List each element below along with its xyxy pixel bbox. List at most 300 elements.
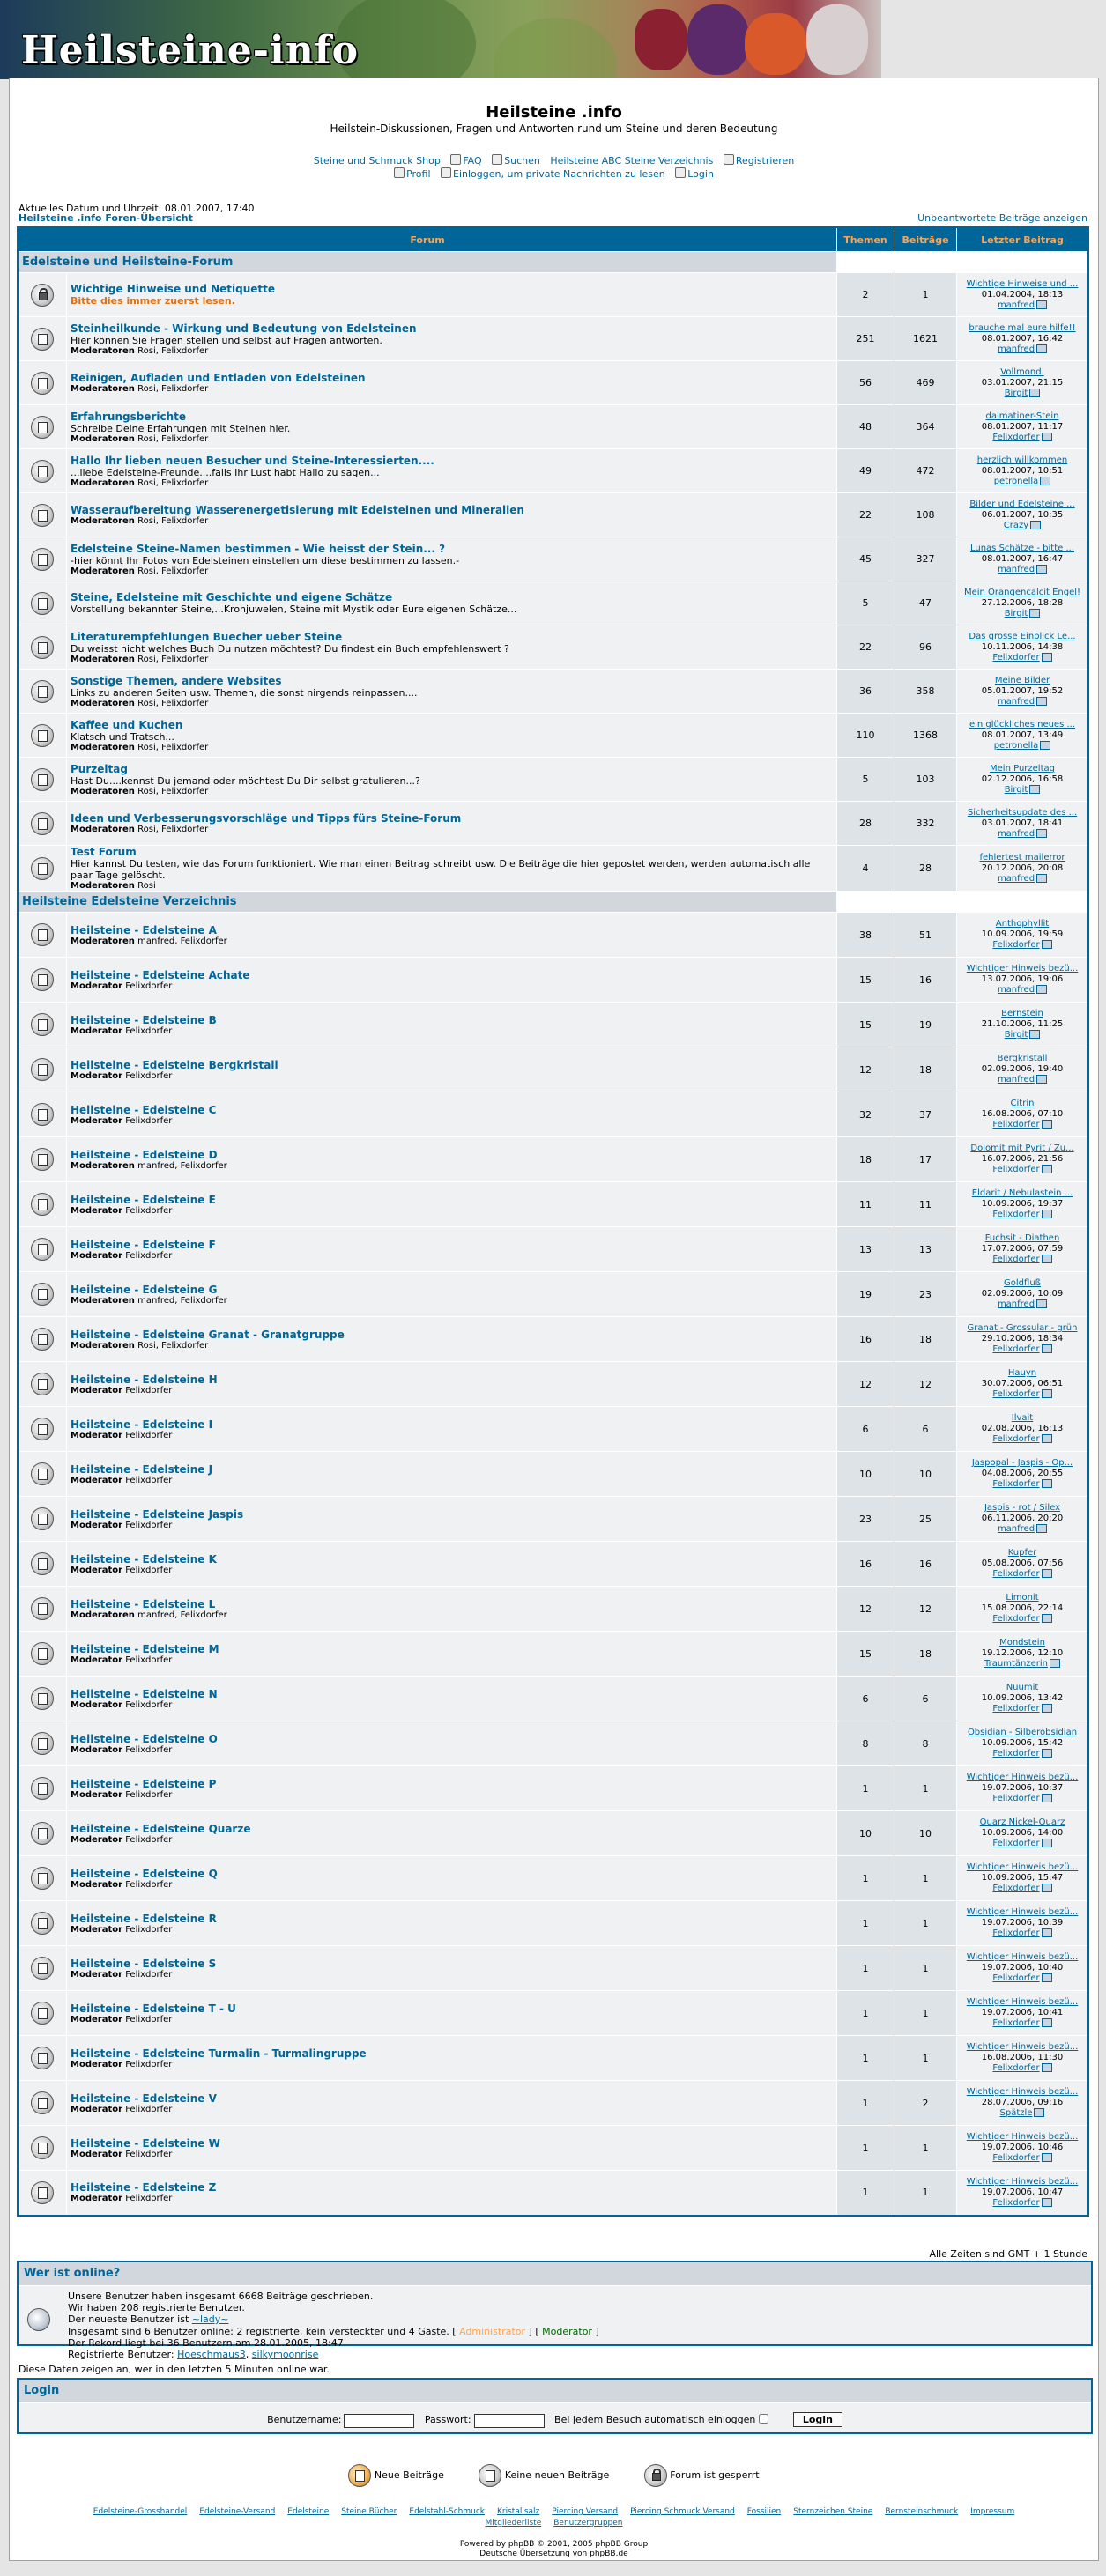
category-filler — [837, 252, 1089, 273]
last-post-title-link[interactable]: Mein Purzeltag — [990, 763, 1055, 774]
last-post-user-link[interactable]: Felixdorfer — [992, 1973, 1040, 1983]
last-post-author — [961, 985, 1084, 996]
last-post-title-link[interactable]: Anthophyllit — [995, 919, 1050, 929]
forum-name-link[interactable]: Heilsteine - Edelsteine G — [71, 1283, 218, 1296]
last-post-title-link[interactable]: Wichtiger Hinweis bezü... — [966, 1907, 1079, 1917]
topic-count: 15 — [837, 1003, 894, 1047]
goto-last-post-icon[interactable] — [1042, 1389, 1052, 1398]
last-post-date: 08.01.2007, 16:47 — [981, 553, 1064, 564]
last-post-user-link[interactable]: Birgit — [1004, 1030, 1028, 1040]
last-post-title-link[interactable]: ein glückliches neues ... — [969, 719, 1076, 729]
last-post-user-link[interactable]: Felixdorfer — [992, 1210, 1040, 1219]
goto-last-post-icon[interactable] — [1040, 477, 1050, 485]
forum-row — [18, 625, 1088, 670]
site-title[interactable]: Heilsteine .info — [486, 103, 622, 122]
moderator-names[interactable]: Rosi, Felixdorfer — [137, 433, 209, 444]
forum-name-link[interactable]: Heilsteine - Edelsteine Quarze — [71, 1822, 251, 1835]
last-post-user-link[interactable]: Felixdorfer — [992, 2197, 1040, 2208]
last-post-user-link[interactable]: Felixdorfer — [992, 1389, 1040, 1399]
moderator-names[interactable]: Felixdorfer — [125, 1430, 173, 1440]
moderator-names[interactable]: Felixdorfer — [125, 1789, 173, 1800]
last-post-title-link[interactable]: Wichtiger Hinweis bezü... — [966, 2042, 1079, 2052]
moderator-names[interactable]: manfred, Felixdorfer — [137, 1295, 227, 1306]
goto-last-post-icon[interactable] — [1036, 1075, 1047, 1084]
moderator-names[interactable]: Felixdorfer — [125, 1699, 173, 1710]
forum-name-link[interactable]: Heilsteine - Edelsteine S — [71, 1957, 217, 1970]
goto-last-post-icon[interactable] — [1042, 1928, 1052, 1937]
forum-name-link[interactable]: Wasseraufbereitung Wasserenergetisierung mit Edelsteinen und Mineralien — [71, 504, 524, 516]
topic-count: 6 — [837, 1407, 894, 1452]
last-post-date: 10.09.2006, 15:42 — [981, 1738, 1064, 1748]
footer-link[interactable]: Bernsteinschmuck — [885, 2507, 959, 2516]
goto-last-post-icon[interactable] — [1042, 2198, 1052, 2207]
goto-last-post-icon[interactable] — [1036, 874, 1047, 883]
last-post-title-link[interactable]: Obsidian - Silberobsidian — [967, 1728, 1078, 1737]
forum-index-link[interactable]: Heilsteine .info Foren-Übersicht — [19, 212, 193, 224]
forum-name-link[interactable]: Test Forum — [71, 846, 137, 858]
username-label: Benutzername: — [267, 2414, 342, 2425]
forum-name-link[interactable]: Heilsteine - Edelsteine C — [71, 1103, 217, 1116]
goto-last-post-icon[interactable] — [1036, 1299, 1047, 1308]
site-logo[interactable]: Heilsteine-info — [21, 28, 360, 73]
nav-search-link[interactable]: Suchen — [492, 155, 540, 167]
goto-last-post-icon[interactable] — [1036, 985, 1047, 994]
last-post-user-link[interactable]: manfred — [997, 1299, 1035, 1309]
goto-last-post-icon[interactable] — [1036, 565, 1047, 574]
moderator-names[interactable]: Rosi, Felixdorfer — [137, 477, 209, 488]
last-post-title-link[interactable]: Citrin — [1010, 1099, 1035, 1108]
last-post-user-link[interactable]: manfred — [997, 1524, 1035, 1534]
last-post-author — [961, 2153, 1084, 2164]
forum-name-link[interactable]: Heilsteine - Edelsteine D — [71, 1148, 218, 1161]
last-post-title-link[interactable]: Jaspopal - Jaspis - Op... — [971, 1458, 1073, 1468]
moderator-names[interactable]: Rosi, Felixdorfer — [137, 516, 209, 526]
last-post-title-link[interactable]: Quarz Nickel-Quarz — [979, 1817, 1065, 1827]
nav-login-link[interactable]: Login — [675, 168, 714, 180]
last-post-author — [961, 1299, 1084, 1310]
last-post-user-link[interactable]: manfred — [997, 300, 1035, 310]
moderator-names[interactable]: Felixdorfer — [125, 1520, 173, 1530]
moderator-names[interactable]: Felixdorfer — [125, 1250, 173, 1261]
moderator-names[interactable]: manfred, Felixdorfer — [137, 1610, 227, 1620]
goto-last-post-icon[interactable] — [1042, 1884, 1052, 1892]
goto-last-post-icon[interactable] — [1036, 697, 1047, 706]
no-new-posts-icon — [31, 1867, 54, 1890]
moderator-names[interactable]: Felixdorfer — [125, 2104, 173, 2114]
last-post-title-link[interactable]: dalmatiner-Stein — [985, 411, 1059, 421]
forum-name-link[interactable]: Heilsteine - Edelsteine Achate — [71, 968, 250, 981]
last-post-user-link[interactable]: Birgit — [1004, 608, 1028, 618]
moderator-names[interactable]: Felixdorfer — [125, 1654, 173, 1665]
footer-link[interactable]: Sternzeichen Steine — [793, 2507, 873, 2516]
moderator-names[interactable]: Rosi, Felixdorfer — [137, 654, 209, 664]
forum-name-link[interactable]: Heilsteine - Edelsteine M — [71, 1642, 219, 1655]
last-post-user-link[interactable]: Traumtänzerin — [984, 1659, 1048, 1669]
goto-last-post-icon[interactable] — [1042, 433, 1052, 441]
moderator-names[interactable]: Felixdorfer — [125, 1969, 173, 1980]
goto-last-post-icon[interactable] — [1042, 1973, 1052, 1982]
moderator-names[interactable]: Felixdorfer — [125, 1205, 173, 1216]
category-link[interactable]: Edelsteine und Heilsteine-Forum — [22, 255, 234, 269]
who-is-online-title[interactable]: Wer ist online? — [19, 2262, 1091, 2286]
forum-name-link[interactable]: Purzeltag — [71, 762, 128, 775]
nav-abc-link[interactable]: Heilsteine ABC Steine Verzeichnis — [550, 155, 714, 167]
newest-user-link[interactable]: ~lady~ — [191, 2313, 229, 2325]
footer-link[interactable]: Piercing Versand — [552, 2507, 619, 2516]
forum-name-link[interactable]: Steine, Edelsteine mit Geschichte und eigene Schätze — [71, 591, 393, 603]
moderator-names[interactable]: Felixdorfer — [125, 2059, 173, 2069]
last-post-user-link[interactable]: Felixdorfer — [992, 2018, 1040, 2028]
forum-name-link[interactable]: Wichtige Hinweise und Netiquette — [71, 283, 276, 295]
forum-name-link[interactable]: Literaturempfehlungen Buecher ueber Steine — [71, 630, 343, 643]
moderator-names[interactable]: Felixdorfer — [125, 1385, 173, 1395]
footer-link[interactable]: Piercing Schmuck Versand — [630, 2507, 735, 2516]
forum-name-link[interactable]: Heilsteine - Edelsteine L — [71, 1597, 216, 1610]
forum-row — [18, 1047, 1088, 1092]
footer-link[interactable]: Edelsteine-Versand — [199, 2507, 276, 2516]
forum-name-link[interactable]: Heilsteine - Edelsteine A — [71, 923, 217, 936]
last-post-title-link[interactable]: Das grosse Einblick Le... — [969, 631, 1076, 641]
last-post-user-link[interactable]: manfred — [997, 696, 1035, 707]
goto-last-post-icon[interactable] — [1034, 2108, 1044, 2117]
goto-last-post-icon[interactable] — [1036, 829, 1047, 838]
goto-last-post-icon[interactable] — [1042, 1434, 1052, 1443]
last-post-title-link[interactable]: Granat - Grossular - grün — [967, 1323, 1078, 1333]
post-count: 17 — [894, 1137, 957, 1182]
online-user-link[interactable]: Hoeschmaus3 — [177, 2349, 246, 2360]
goto-last-post-icon[interactable] — [1040, 741, 1050, 750]
last-post-title-link[interactable]: Bilder und Edelsteine ... — [969, 499, 1075, 509]
last-post-user-link[interactable]: Felixdorfer — [992, 1479, 1040, 1489]
last-post-cell — [957, 2036, 1089, 2081]
last-post-title-link[interactable]: Dolomit mit Pyrit / Zu... — [970, 1144, 1074, 1153]
last-post-user-link[interactable]: Felixdorfer — [992, 1569, 1040, 1579]
goto-last-post-icon[interactable] — [1042, 1749, 1052, 1758]
last-post-title-link[interactable]: Wichtiger Hinweis bezü... — [966, 2132, 1079, 2142]
goto-last-post-icon[interactable] — [1029, 389, 1040, 397]
last-post-title-link[interactable]: Vollmond. — [1000, 366, 1044, 377]
goto-last-post-icon[interactable] — [1042, 653, 1052, 662]
forum-row — [18, 493, 1088, 537]
forum-name-link[interactable]: Ideen und Verbesserungsvorschläge und Tipps fürs Steine-Forum — [71, 812, 462, 825]
footer-link[interactable]: Fossilien — [746, 2507, 782, 2516]
goto-last-post-icon[interactable] — [1042, 1794, 1052, 1802]
last-post-title-link[interactable]: Kupfer — [1007, 1548, 1037, 1558]
last-post-title-link[interactable]: Goldfluß — [1004, 1278, 1041, 1288]
forum-name-link[interactable]: Heilsteine - Edelsteine J — [71, 1462, 213, 1476]
goto-last-post-icon[interactable] — [1042, 1839, 1052, 1847]
goto-last-post-icon[interactable] — [1042, 2018, 1052, 2027]
forum-info-cell — [67, 1677, 837, 1721]
last-post-user-link[interactable]: Crazy — [1003, 520, 1029, 530]
last-post-title-link[interactable]: Meine Bilder — [994, 675, 1050, 685]
last-post-title-link[interactable]: Eldarit / Nebulastein ... — [971, 1188, 1073, 1198]
forum-name-link[interactable]: Heilsteine - Edelsteine E — [71, 1193, 216, 1206]
forum-name-link[interactable]: Hallo Ihr lieben neuen Besucher und Steine-Interessierten.... — [71, 454, 434, 467]
forum-name-link[interactable]: Heilsteine - Edelsteine T - U — [71, 2002, 236, 2015]
last-post-user-link[interactable]: manfred — [997, 873, 1035, 884]
topic-count: 1 — [837, 1766, 894, 1811]
autologin-checkbox[interactable] — [759, 2414, 768, 2424]
footer-link[interactable]: Edelstahl-Schmuck — [409, 2507, 486, 2516]
moderator-names[interactable]: Rosi, Felixdorfer — [137, 825, 209, 834]
moderator-names[interactable]: manfred, Felixdorfer — [137, 1160, 227, 1171]
post-count: 96 — [894, 625, 957, 670]
last-post-date: 01.04.2004, 18:13 — [981, 289, 1064, 300]
last-post-author — [961, 433, 1084, 443]
moderator-names[interactable]: Felixdorfer — [125, 2149, 173, 2159]
last-post-user-link[interactable]: manfred — [997, 985, 1035, 995]
moderator-names[interactable]: Rosi, Felixdorfer — [137, 786, 209, 796]
last-post-title-link[interactable]: Jaspis - rot / Silex — [984, 1503, 1061, 1513]
last-post-title-link[interactable]: Fuchsit - Diathen — [984, 1233, 1060, 1243]
forum-name-link[interactable]: Kaffee und Kuchen — [71, 718, 183, 731]
last-post-title-link[interactable]: Wichtige Hinweise und ... — [966, 278, 1079, 289]
last-post-user-link[interactable]: Felixdorfer — [992, 1749, 1040, 1758]
moderator-names[interactable]: Felixdorfer — [125, 1475, 173, 1485]
last-post-date: 08.01.2007, 13:49 — [981, 729, 1064, 740]
forum-info-cell — [67, 493, 837, 537]
forum-moderators — [71, 1566, 833, 1575]
moderators-label: Moderatoren — [71, 654, 135, 664]
goto-last-post-icon[interactable] — [1042, 1569, 1052, 1578]
forum-info-cell — [67, 2126, 837, 2171]
no-new-posts-icon — [31, 460, 54, 483]
forum-status-cell — [18, 273, 67, 317]
forum-name-link[interactable]: Heilsteine - Edelsteine P — [71, 1777, 217, 1790]
last-post-title-link[interactable]: brauche mal eure hilfe!! — [969, 322, 1076, 333]
footer-link[interactable]: Steine Bücher — [341, 2507, 397, 2516]
nav-register-link[interactable]: Registrieren — [724, 155, 794, 167]
last-post-user-link[interactable]: manfred — [997, 564, 1035, 574]
forum-name-link[interactable]: Heilsteine - Edelsteine Jaspis — [71, 1507, 244, 1521]
footer-link[interactable]: Kristallsalz — [497, 2507, 540, 2516]
goto-last-post-icon[interactable] — [1042, 2063, 1052, 2072]
goto-last-post-icon[interactable] — [1042, 1210, 1052, 1218]
forum-status-cell — [18, 1003, 67, 1047]
forum-name-link[interactable]: Erfahrungsberichte — [71, 410, 187, 423]
category-link[interactable]: Heilsteine Edelsteine Verzeichnis — [22, 895, 237, 908]
forum-name-link[interactable]: Sonstige Themen, andere Websites — [71, 674, 282, 687]
forum-name-link[interactable]: Steinheilkunde - Wirkung und Bedeutung von Edelsteinen — [71, 322, 417, 335]
moderator-names[interactable]: manfred, Felixdorfer — [137, 936, 227, 946]
last-post-user-link[interactable]: petronella — [993, 740, 1039, 751]
last-post-user-link[interactable]: manfred — [997, 1075, 1035, 1084]
last-post-user-link[interactable]: Felixdorfer — [992, 1120, 1040, 1129]
last-post-title-link[interactable]: Sicherheitsupdate des ... — [967, 807, 1078, 818]
goto-last-post-icon[interactable] — [1050, 1659, 1060, 1668]
forum-row — [18, 846, 1088, 892]
last-post-date: 06.11.2006, 20:20 — [981, 1514, 1064, 1523]
last-post-user-link[interactable]: Felixdorfer — [992, 1928, 1040, 1938]
goto-last-post-icon[interactable] — [1036, 1524, 1047, 1533]
last-post-date: 19.12.2006, 12:10 — [981, 1648, 1064, 1658]
moderator-names[interactable]: Rosi, Felixdorfer — [137, 384, 209, 394]
goto-last-post-icon[interactable] — [1042, 940, 1052, 949]
moderator-names[interactable]: Rosi, Felixdorfer — [137, 742, 209, 752]
moderators-label: Moderator — [71, 981, 123, 991]
last-post-user-link[interactable]: Felixdorfer — [992, 1884, 1040, 1893]
forum-name-link[interactable]: Heilsteine - Edelsteine H — [71, 1373, 218, 1386]
last-post-title-link[interactable]: Wichtiger Hinweis bezü... — [966, 964, 1079, 973]
footer-link[interactable]: Edelsteine — [287, 2507, 330, 2516]
moderator-names[interactable]: Felixdorfer — [125, 1879, 173, 1890]
last-post-title-link[interactable]: Wichtiger Hinweis bezü... — [966, 1773, 1079, 1782]
forum-name-link[interactable]: Heilsteine - Edelsteine Z — [71, 2181, 217, 2195]
goto-last-post-icon[interactable] — [1042, 1704, 1052, 1713]
last-post-title-link[interactable]: Wichtiger Hinweis bezü... — [966, 1862, 1079, 1872]
last-post-user-link[interactable]: Felixdorfer — [992, 1255, 1040, 1264]
goto-last-post-icon[interactable] — [1030, 521, 1041, 529]
moderator-names[interactable]: Rosi, Felixdorfer — [137, 1340, 209, 1351]
moderator-names[interactable]: Felixdorfer — [125, 1070, 173, 1081]
nav-profile-link[interactable]: Profil — [394, 168, 430, 180]
last-post-user-link[interactable]: petronella — [993, 476, 1039, 486]
password-input[interactable] — [474, 2414, 545, 2428]
moderator-names[interactable]: Felixdorfer — [125, 1834, 173, 1845]
goto-last-post-icon[interactable] — [1042, 1344, 1052, 1353]
goto-last-post-icon[interactable] — [1042, 2153, 1052, 2162]
last-post-user-link[interactable]: manfred — [997, 344, 1035, 354]
last-post-author — [961, 741, 1084, 751]
moderator-names[interactable]: Rosi, Felixdorfer — [137, 698, 209, 708]
last-post-title-link[interactable]: Ilvait — [1011, 1413, 1034, 1423]
login-button[interactable]: Login — [793, 2412, 842, 2427]
last-post-date: 19.07.2006, 10:46 — [981, 2143, 1064, 2152]
forum-moderators — [71, 2150, 833, 2159]
last-post-user-link[interactable]: Felixdorfer — [992, 1839, 1040, 1848]
forum-name-link[interactable]: Heilsteine - Edelsteine Granat - Granatgruppe — [71, 1328, 345, 1341]
last-post-title-link[interactable]: fehlertest mailerror — [979, 852, 1065, 862]
goto-last-post-icon[interactable] — [1042, 1165, 1052, 1173]
footer-link[interactable]: Benutzergruppen — [553, 2519, 623, 2528]
last-post-user-link[interactable]: Birgit — [1004, 784, 1028, 795]
last-post-title-link[interactable]: Mein Orangencalcit Engel! — [963, 587, 1081, 597]
footer-link[interactable]: Mitgliederliste — [485, 2519, 542, 2528]
forum-name-link[interactable]: Heilsteine - Edelsteine B — [71, 1013, 217, 1026]
moderator-names[interactable]: Rosi, Felixdorfer — [137, 345, 209, 356]
last-post-user-link[interactable]: Felixdorfer — [992, 652, 1040, 663]
topic-count: 15 — [837, 958, 894, 1003]
last-post-title-link[interactable]: herzlich willkommen — [976, 455, 1068, 465]
last-post-user-link[interactable]: Felixdorfer — [992, 432, 1040, 442]
last-post-cell — [957, 1587, 1089, 1632]
moderator-names[interactable]: Felixdorfer — [125, 1744, 173, 1755]
last-post-user-link[interactable]: Felixdorfer — [992, 1165, 1040, 1174]
last-post-title-link[interactable]: Bernstein — [1001, 1009, 1043, 1018]
forum-name-link[interactable]: Heilsteine - Edelsteine N — [71, 1687, 218, 1700]
last-post-user-link[interactable]: Felixdorfer — [992, 1704, 1040, 1714]
online-count-text: Insgesamt sind 6 Benutzer online: 2 registrierte, kein versteckter und 4 Gäste. [ Administrator ] [ Moderator ] — [68, 2326, 599, 2337]
forum-name-link[interactable]: Heilsteine - Edelsteine R — [71, 1912, 217, 1925]
nav-pm-link[interactable]: Einloggen, um private Nachrichten zu lesen — [441, 168, 665, 180]
topic-count: 1 — [837, 1856, 894, 1901]
forum-name-link[interactable]: Reinigen, Aufladen und Entladen von Edelsteinen — [71, 372, 366, 384]
last-post-author — [961, 2018, 1084, 2029]
last-post-date: 17.07.2006, 07:59 — [981, 1244, 1064, 1254]
moderator-names[interactable]: Rosi, Felixdorfer — [137, 566, 209, 576]
last-post-title-link[interactable]: Limonit — [1006, 1593, 1039, 1603]
goto-last-post-icon[interactable] — [1042, 1120, 1052, 1129]
moderator-names[interactable]: Felixdorfer — [125, 2014, 173, 2025]
online-user-link[interactable]: silkymoonrise — [251, 2349, 319, 2360]
register-icon — [724, 154, 734, 165]
goto-last-post-icon[interactable] — [1042, 1479, 1052, 1488]
moderator-names[interactable]: Felixdorfer — [125, 2194, 173, 2204]
forum-name-link[interactable]: Heilsteine - Edelsteine Turmalin - Turmalingruppe — [71, 2047, 367, 2060]
nav-shop-link[interactable]: Steine und Schmuck Shop — [313, 155, 441, 167]
moderator-names[interactable]: Felixdorfer — [125, 1924, 173, 1935]
footer-link[interactable]: Impressum — [970, 2507, 1015, 2516]
forum-name-link[interactable]: Heilsteine - Edelsteine K — [71, 1552, 217, 1566]
unanswered-posts-link[interactable]: Unbeantwortete Beiträge anzeigen — [917, 212, 1087, 224]
last-post-title-link[interactable]: Wichtiger Hinweis bezü... — [966, 1997, 1079, 2007]
forum-name-link[interactable]: Heilsteine - Edelsteine Bergkristall — [71, 1058, 278, 1071]
topic-count: 10 — [837, 1811, 894, 1856]
last-post-title-link[interactable]: Mondstein — [999, 1638, 1045, 1647]
username-input[interactable] — [344, 2414, 414, 2428]
forum-status-cell — [18, 2036, 67, 2081]
goto-last-post-icon[interactable] — [1036, 344, 1047, 353]
moderator-names[interactable]: Felixdorfer — [125, 1115, 173, 1126]
moderator-names[interactable]: Rosi — [137, 881, 156, 891]
moderator-names[interactable]: Felixdorfer — [125, 981, 173, 991]
last-post-user-link[interactable]: Felixdorfer — [992, 1434, 1040, 1444]
last-post-title-link[interactable]: Nuumit — [1006, 1683, 1039, 1692]
last-post-user-link[interactable]: Felixdorfer — [992, 2063, 1040, 2073]
last-post-author — [961, 609, 1084, 619]
last-post-title-link[interactable]: Lunas Schätze - bitte ... — [969, 543, 1075, 553]
last-post-author — [961, 2198, 1084, 2209]
goto-last-post-icon[interactable] — [1029, 609, 1040, 618]
goto-last-post-icon[interactable] — [1042, 1255, 1052, 1263]
last-post-user-link[interactable]: Felixdorfer — [992, 1344, 1040, 1354]
topic-count: 5 — [837, 758, 894, 802]
last-post-title-link[interactable]: Wichtiger Hinweis bezü... — [966, 2176, 1079, 2187]
footer-link[interactable]: Edelsteine-Grosshandel — [93, 2507, 188, 2516]
last-post-user-link[interactable]: Birgit — [1004, 388, 1028, 398]
forum-status-cell — [18, 537, 67, 581]
last-post-user-link[interactable]: Spätzle — [999, 2108, 1033, 2118]
forum-name-link[interactable]: Heilsteine - Edelsteine F — [71, 1238, 216, 1251]
forum-name-link[interactable]: Edelsteine Steine-Namen bestimmen - Wie heisst der Stein... ? — [71, 542, 446, 555]
forum-name-link[interactable]: Heilsteine - Edelsteine I — [71, 1418, 213, 1431]
last-post-user-link[interactable]: manfred — [997, 828, 1035, 839]
last-post-title-link[interactable]: Bergkristall — [997, 1054, 1048, 1063]
moderator-names[interactable]: Felixdorfer — [125, 1565, 173, 1575]
last-post-title-link[interactable]: Wichtiger Hinweis bezü... — [966, 2087, 1079, 2097]
last-post-title-link[interactable]: Hauyn — [1007, 1368, 1037, 1378]
forum-moderators — [71, 516, 833, 526]
forum-name-link[interactable]: Heilsteine - Edelsteine O — [71, 1732, 218, 1745]
last-post-user-link[interactable]: Felixdorfer — [992, 1614, 1040, 1624]
nav-faq-link[interactable]: FAQ — [450, 155, 481, 167]
moderators-label: Moderator — [71, 1430, 123, 1440]
goto-last-post-icon[interactable] — [1029, 785, 1040, 794]
last-post-title-link[interactable]: Wichtiger Hinweis bezü... — [966, 1952, 1079, 1962]
last-post-user-link[interactable]: Felixdorfer — [992, 1794, 1040, 1803]
goto-last-post-icon[interactable] — [1029, 1030, 1040, 1039]
last-post-user-link[interactable]: Felixdorfer — [992, 2153, 1040, 2163]
goto-last-post-icon[interactable] — [1042, 1614, 1052, 1623]
forum-name-link[interactable]: Heilsteine - Edelsteine W — [71, 2136, 220, 2150]
forum-moderators — [71, 1521, 833, 1530]
moderator-names[interactable]: Felixdorfer — [125, 1025, 173, 1036]
forum-name-link[interactable]: Heilsteine - Edelsteine Q — [71, 1867, 218, 1880]
forum-name-link[interactable]: Heilsteine - Edelsteine V — [71, 2091, 217, 2105]
last-post-user-link[interactable]: Felixdorfer — [992, 940, 1040, 950]
goto-last-post-icon[interactable] — [1036, 300, 1047, 309]
